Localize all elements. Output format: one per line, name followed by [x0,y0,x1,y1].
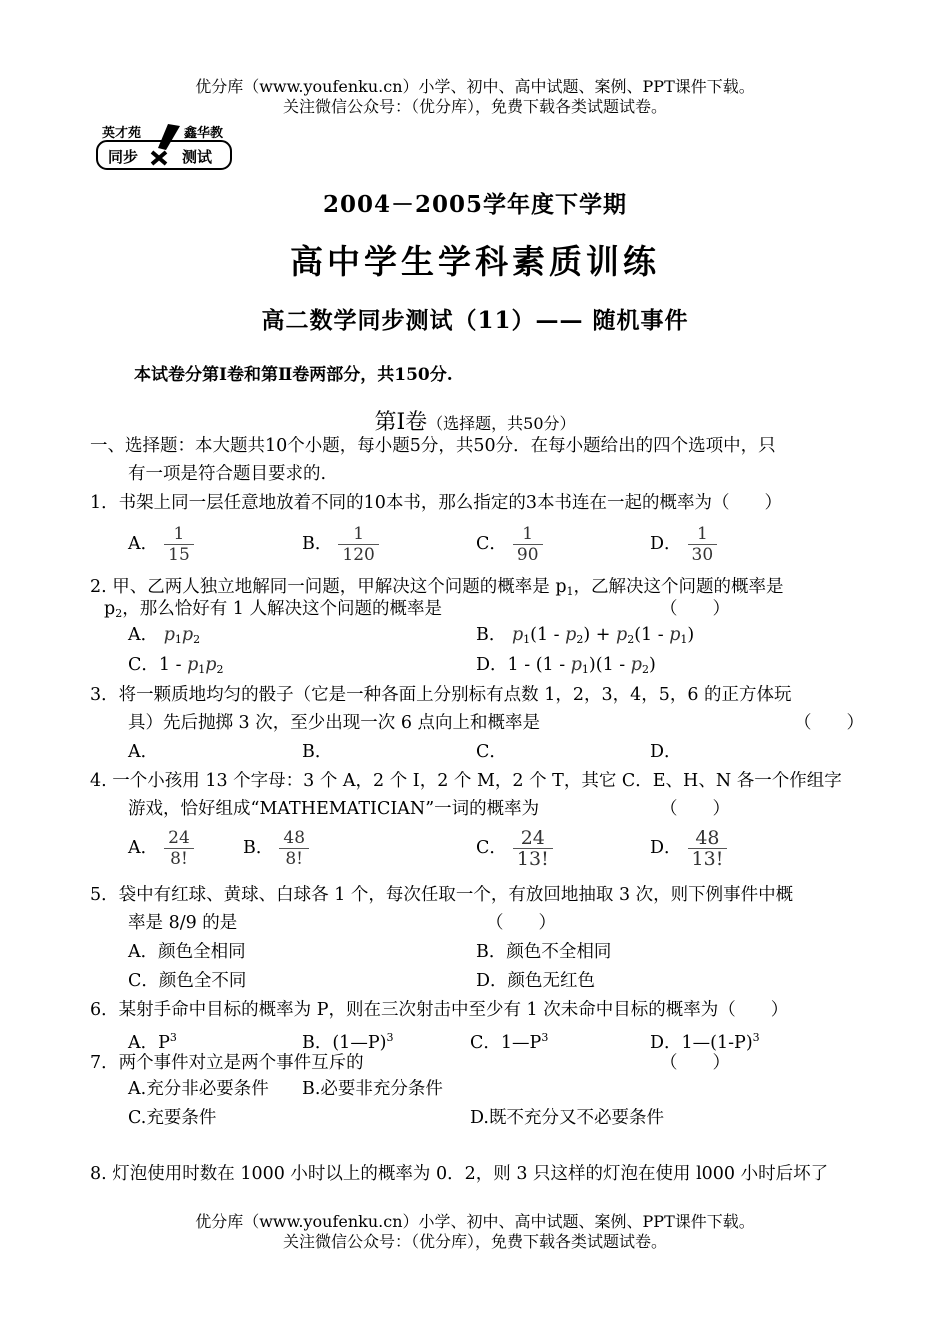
q5-stem-line-1: 5．袋中有红球、黄球、白球各 1 个，每次任取一个，有放回地抽取 3 次，则下例事件中概 [90,885,794,905]
q5-option-c: C．颜色全不同 [128,971,247,991]
q5-option-d: D．颜色无红色 [476,971,596,991]
q2-option-b: B． $p_1(1 - p_2) + p_2(1 - p_1)$ [476,625,695,646]
header-line-1: 优分库（www.youfenku.cn）小学、初中、高中试题、案例、PPT课件下载。 [195,77,755,96]
intro-text: 本试卷分第Ⅰ卷和第Ⅱ卷两部分，共150分. [134,365,453,385]
q6-option-c: C．$1—P^3$ [470,1031,549,1053]
section-title: 第Ⅰ卷 [374,410,428,435]
q7-option-d: D.既不充分又不必要条件 [470,1108,664,1128]
footer-line-2: 关注微信公众号：（优分库），免费下载各类试题试卷。 [282,1232,667,1251]
section-heading [0,405,950,436]
header-line-2: 关注微信公众号：（优分库），免费下载各类试题试卷。 [282,97,667,116]
q4-stem-line-2: 游戏，恰好组成“MATHEMATICIAN”一词的概率为 [128,799,540,819]
q8-stem: 8. 灯泡使用时数在 1000 小时以上的概率为 0．2，则 3 只这样的灯泡在使用 l000 小时后坏了 [90,1164,829,1184]
q2-stem-line-1: 2. 甲、乙两人独立地解同一问题，甲解决这个问题的概率是 $p_1$，乙解决这个问题的概率是 [90,577,784,598]
q6-stem: 6．某射手命中目标的概率为 P，则在三次射击中至少有 1 次未命中目标的概率为（ ） [90,1000,789,1020]
logo-text-top-left: 英才苑 [102,126,142,141]
q1-option-c: C． $\frac{1}{90}$ [476,524,543,565]
q3-stem-line-2: 具）先后抛掷 3 次，至少出现一次 6 点向上和概率是 [128,713,541,733]
q7-stem: 7．两个事件对立是两个事件互斥的 [90,1053,364,1073]
q5-option-a: A．颜色全相同 [128,942,246,962]
instruction-line-1: 一、选择题：本大题共10个小题，每小题5分，共50分．在每小题给出的四个选项中，只 [90,436,776,456]
q3-option-b: B． [302,742,333,762]
q2-option-a: A． $p_1p_2$ [128,625,201,646]
year-title: 2004－2005学年度下学期 [322,191,628,218]
q7-option-c: C.充要条件 [128,1108,217,1128]
q4-option-a: A． $\frac{24}{8!}$ [128,828,194,869]
q3-bracket: （ ） [794,713,864,733]
q2-option-c: C．$1 - p_1p_2$ [128,655,224,676]
footer-line-1: 优分库（www.youfenku.cn）小学、初中、高中试题、案例、PPT课件下载。 [195,1212,755,1231]
q4-option-d: D． $\frac{48}{13!}$ [650,828,727,869]
logo-text-bottom-right: 测试 [182,148,213,166]
q2-bracket: （ ） [660,599,730,619]
q7-bracket: （ ） [660,1053,730,1073]
q5-stem-line-2: 率是 8/9 的是 [128,913,238,933]
section-note: （选择题，共50分） [427,414,576,433]
q4-option-c: C． $\frac{24}{13!}$ [476,828,553,869]
q1-stem: 1．书架上同一层任意地放着不同的10本书，那么指定的3本书连在一起的概率为（ ） [90,493,783,513]
q3-option-c: C． [476,742,507,762]
logo-text-top-right: 鑫华教 [184,126,224,141]
q4-bracket: （ ） [660,799,730,819]
q3-option-a: A． [128,742,159,762]
q1-option-d: D． $\frac{1}{30}$ [650,524,717,565]
q7-option-b: B.必要非充分条件 [302,1079,443,1099]
q2-option-d: D．$1 - (1 - p_1)(1 - p_2)$ [476,655,656,676]
q1-option-b: B． $\frac{1}{120}$ [302,524,379,565]
logo-text-bottom-left: 同步 [108,148,139,166]
q3-option-d: D． [650,742,682,762]
q7-option-a: A.充分非必要条件 [128,1079,269,1099]
q6-option-d: D．$1—(1-P)^3$ [650,1031,760,1053]
q5-option-b: B．颜色不全相同 [476,942,612,962]
q2-stem-line-2: $p_2$，那么恰好有 1 人解决这个问题的概率是 [104,599,442,620]
q6-option-b: B．(1—P)$^3$ [302,1031,394,1053]
q3-stem-line-1: 3．将一颗质地均匀的骰子（它是一种各面上分别标有点数 1，2，3，4，5，6 的正方体玩 [90,685,792,705]
instruction-line-2: 有一项是符合题目要求的. [128,464,327,484]
q4-stem-line-1: 4. 一个小孩用 13 个字母：3 个 A，2 个 I，2 个 M，2 个 T，其它 C．E、H、N 各一个作组字 [90,771,842,791]
q6-option-a: A．$P^3$ [128,1031,177,1053]
logo [96,122,234,172]
q1-option-a: A． $\frac{1}{15}$ [128,524,194,565]
q4-option-b: B． $\frac{48}{8!}$ [243,828,309,869]
q5-bracket: （ ） [486,913,556,933]
main-title: 高中学生学科素质训练 [290,242,660,281]
subtitle: 高二数学同步测试（11）—— 随机事件 [261,307,689,334]
